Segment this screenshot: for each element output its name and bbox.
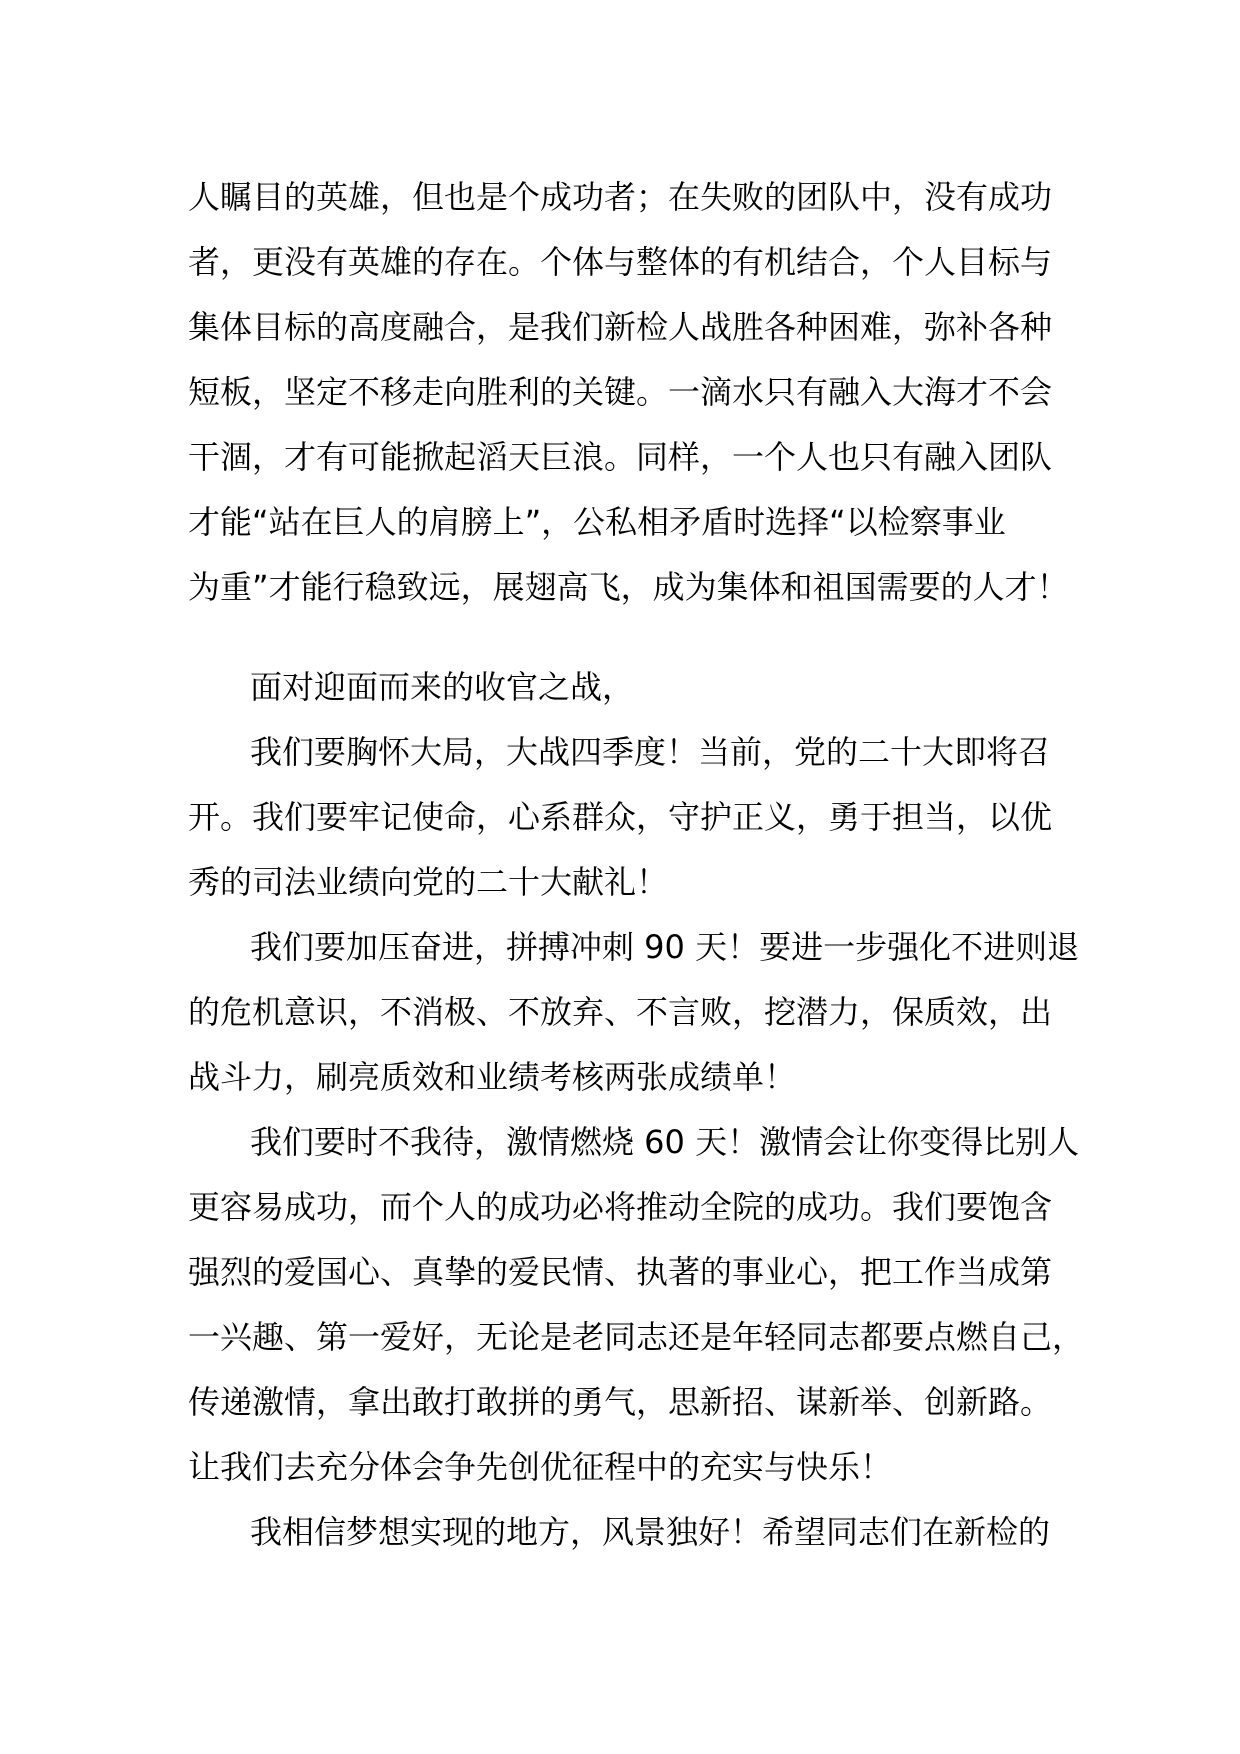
text-line: 人瞩目的英雄，但也是个成功者；在失败的团队中，没有成功 [188, 178, 1053, 216]
text-line: 我相信梦想实现的地方，风景独好！希望同志们在新检的 [250, 1513, 1051, 1551]
paragraph [188, 1110, 1088, 1500]
paragraph-continuation [188, 165, 1088, 620]
text-line: 干涸，才有可能掀起滔天巨浪。同样，一个人也只有融入团队 [188, 438, 1053, 476]
body-paragraphs [188, 655, 1088, 1565]
text-line: 者，更没有英雄的存在。个体与整体的有机结合，个人目标与 [188, 243, 1053, 281]
text-line: 的危机意识，不消极、不放弃、不言败，挖潜力，保质效，出 [188, 993, 1053, 1031]
text-line: 我们要时不我待，激情燃烧 60 天！激情会让你变得比别人 [250, 1123, 1080, 1161]
text-line: 战斗力，刷亮质效和业绩考核两张成绩单！ [188, 1058, 797, 1096]
text-line: 更容易成功，而个人的成功必将推动全院的成功。我们要饱含 [188, 1188, 1053, 1226]
text-line: 我们要胸怀大局，大战四季度！当前，党的二十大即将召 [250, 733, 1051, 771]
text-line: 为重”才能行稳致远，展翅高飞，成为集体和祖国需要的人才！ [188, 568, 1069, 606]
text-line: 让我们去充分体会争先创优征程中的充实与快乐！ [188, 1448, 893, 1486]
text-line: 短板，坚定不移走向胜利的关键。一滴水只有融入大海才不会 [188, 373, 1053, 411]
text-line: 才能“站在巨人的肩膀上”，公私相矛盾时选择“以检察事业 [188, 503, 1006, 541]
paragraph [188, 655, 1088, 720]
text-line: 我们要加压奋进，拼搏冲刺 90 天！要进一步强化不进则退 [250, 928, 1080, 966]
paragraph [188, 720, 1088, 915]
text-line: 秀的司法业绩向党的二十大献礼！ [188, 863, 669, 901]
text-line: 开。我们要牢记使命，心系群众，守护正义，勇于担当，以优 [188, 798, 1053, 836]
paragraph [188, 915, 1088, 1110]
text-line: 面对迎面而来的收官之战， [250, 668, 635, 706]
paragraph [188, 1500, 1088, 1565]
text-line: 一兴趣、第一爱好，无论是老同志还是年轻同志都要点燃自己， [188, 1318, 1085, 1356]
text-line: 传递激情，拿出敢打敢拼的勇气，思新招、谋新举、创新路。 [188, 1383, 1053, 1421]
text-line: 强烈的爱国心、真挚的爱民情、执著的事业心，把工作当成第 [188, 1253, 1053, 1291]
text-line: 集体目标的高度融合，是我们新检人战胜各种困难，弥补各种 [188, 308, 1053, 346]
